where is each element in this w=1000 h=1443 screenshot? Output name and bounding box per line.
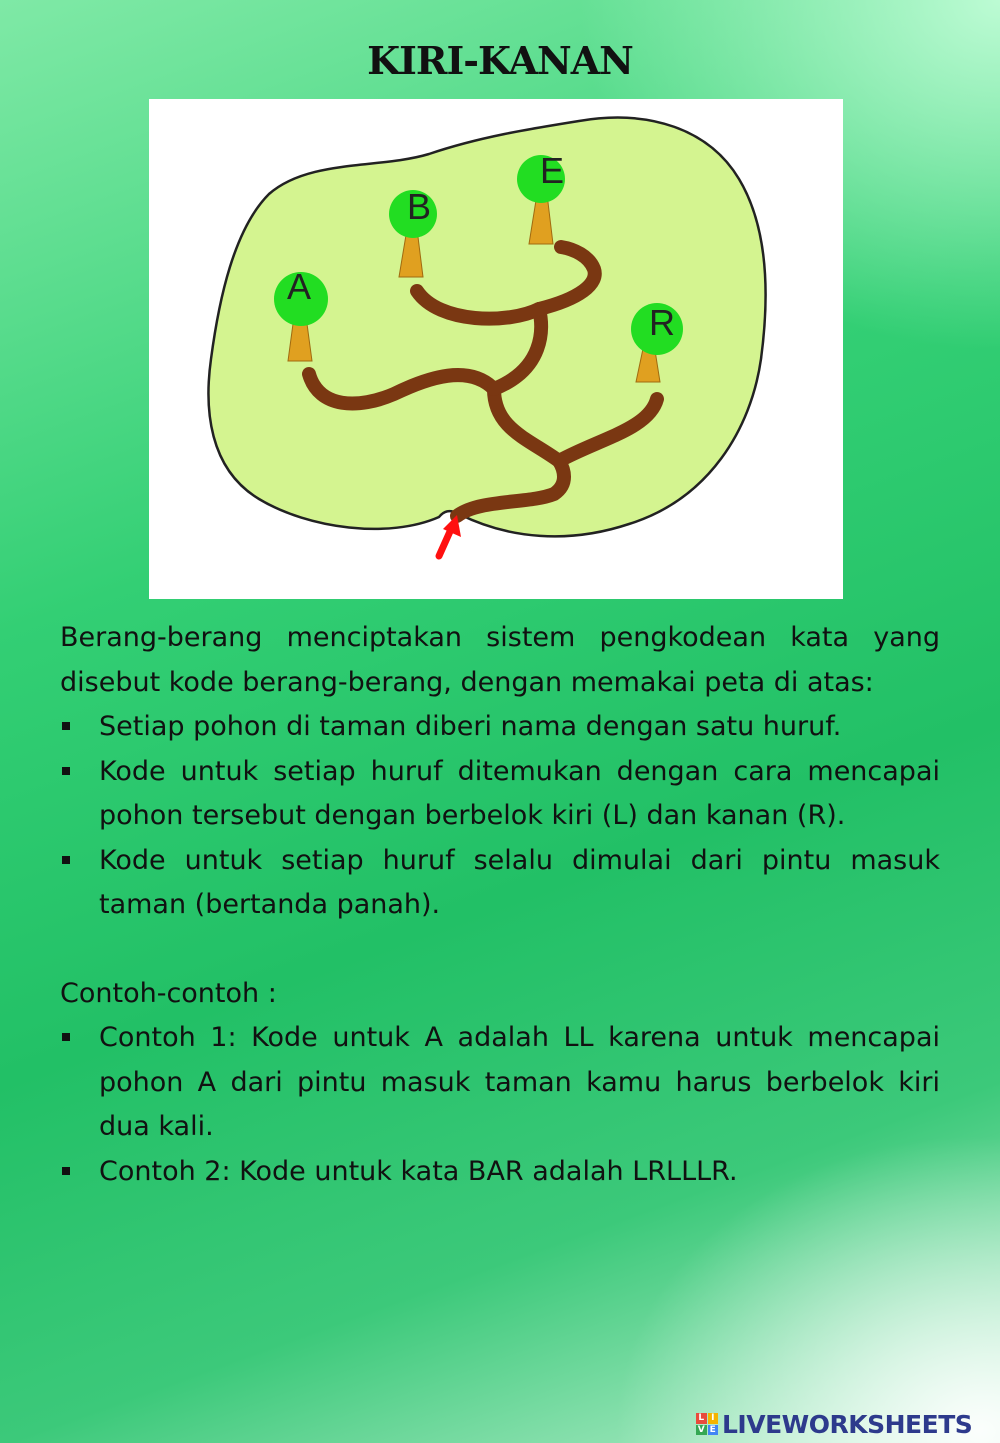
tree-label-e: E: [539, 150, 565, 191]
logo-text: LIVEWORKSHEETS: [722, 1409, 973, 1439]
example-item: Contoh 2: Kode untuk kata BAR adalah LRLLLR.: [60, 1150, 940, 1195]
logo-mark-letter: V: [697, 1424, 705, 1435]
examples-list: [60, 1016, 940, 1194]
liveworksheets-logo: [696, 1407, 972, 1441]
example-item: Contoh 1: Kode untuk A adalah LL karena untuk mencapai pohon A dari pintu masuk taman kamu harus berbelok kiri dua kali.: [60, 1016, 940, 1150]
examples-heading: Contoh-contoh :: [60, 977, 277, 1009]
garden-map-svg: [149, 99, 843, 599]
entrance-arrow-icon: [439, 515, 461, 556]
logo-mark-letter: I: [708, 1413, 719, 1424]
rule-item: Kode untuk setiap huruf ditemukan dengan cara mencapai pohon tersebut dengan berbelok kiri (L) dan kanan (R).: [60, 750, 940, 839]
intro-paragraph: Berang-berang menciptakan sistem pengkodean kata yang disebut kode berang-berang, dengan memakai peta di atas:: [60, 622, 940, 698]
garden-map: [149, 99, 843, 599]
page-title: KIRI-KANAN: [367, 38, 633, 83]
rule-item: Kode untuk setiap huruf selalu dimulai dari pintu masuk taman (bertanda panah).: [60, 839, 940, 928]
description: [60, 616, 940, 1194]
logo-mark-letter: L: [696, 1413, 707, 1424]
logo-mark-letter: E: [708, 1425, 719, 1436]
tree-label-a: A: [286, 266, 312, 307]
rule-item: Setiap pohon di taman diberi nama dengan satu huruf.: [60, 705, 940, 750]
tree-label-r: R: [649, 302, 675, 343]
rules-list: [60, 705, 940, 928]
tree-label-b: B: [406, 186, 432, 227]
logo-mark-icon: [696, 1413, 718, 1435]
